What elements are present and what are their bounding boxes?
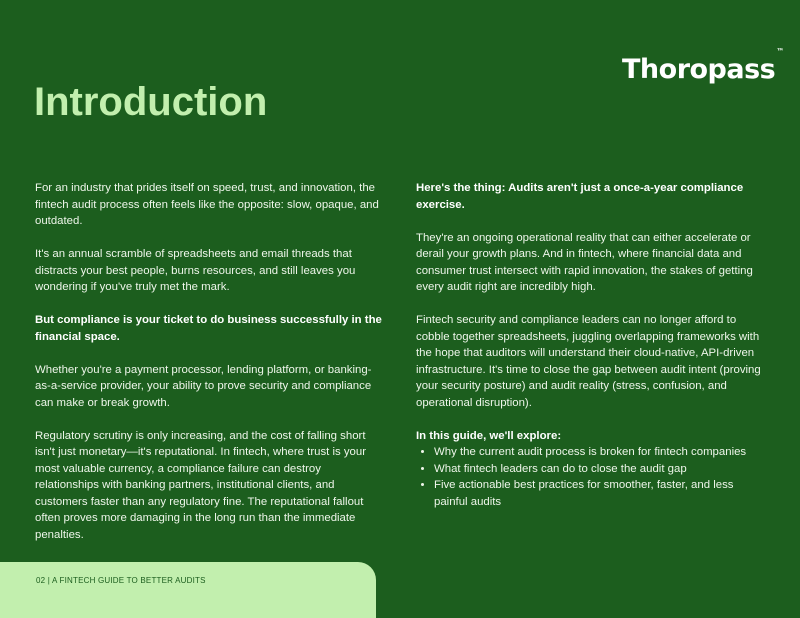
guide-bullet: • Five actionable best practices for smoother, faster, and less painful audits <box>434 477 768 510</box>
intro-paragraph-1: For an industry that prides itself on speed, trust, and innovation, the fintech audit process often feels like the opposite: slow, opaque, and outdated. <box>35 182 379 227</box>
footer-band <box>0 562 376 618</box>
key-point-text: Here's the thing: Audits aren't just a once-a-year compliance exercise. <box>416 182 744 211</box>
intro-emphasis <box>35 312 383 345</box>
left-column <box>35 180 383 560</box>
guide-section <box>416 428 768 511</box>
key-point <box>416 180 768 213</box>
page-title: Introduction <box>34 80 268 124</box>
footer-page-label: 02 | A FINTECH GUIDE TO BETTER AUDITS <box>36 576 206 585</box>
trademark-symbol: ™ <box>776 47 784 56</box>
intro-paragraph-5: Regulatory scrutiny is only increasing, and the cost of falling short isn't just monetary—it's reputational. In fintech, where trust is your most valuable currency, a compliance failure can destroy relationships with banking partners, institutional clients, and customers faster than any regulatory fine. The reputational fallout often proves more damaging in the long run than the immediate penalties. <box>35 429 367 541</box>
intro-paragraph-2: It's an annual scramble of spreadsheets and email threads that distracts your best people, burns resources, and still leaves you wondering if you've truly met the mark. <box>35 248 356 293</box>
thoropass-logo <box>622 47 784 85</box>
guide-heading: In this guide, we'll explore: <box>416 429 562 442</box>
guide-bullet-list <box>416 444 768 510</box>
guide-bullet: • Why the current audit process is broken for fintech companies <box>434 444 768 461</box>
right-paragraph-3: Fintech security and compliance leaders can no longer afford to cobble together spreadsheets, juggling overlapping frameworks with the hope that auditors will understand their cloud-native, API-driven infrastructure. It's time to close the gap between audit intent (proving your security posture) and audit reality (stress, confusion, and operational disruption). <box>416 314 761 409</box>
guide-bullet: • What fintech leaders can do to close the audit gap <box>434 461 768 478</box>
right-paragraph-2: They're an ongoing operational reality that can either accelerate or derail your growth plans. And in fintech, where financial data and consumer trust intersect with rapid innovation, the stakes of getting every audit right are incredibly high. <box>416 231 753 293</box>
logo-text: Thoropass <box>622 54 776 85</box>
intro-emphasis-text: But compliance is your ticket to do business successfully in the financial space. <box>35 314 382 343</box>
right-column <box>416 180 768 510</box>
intro-paragraph-4: Whether you're a payment processor, lending platform, or banking-as-a-service provider, your ability to prove security and compliance can make or break growth. <box>35 363 372 409</box>
